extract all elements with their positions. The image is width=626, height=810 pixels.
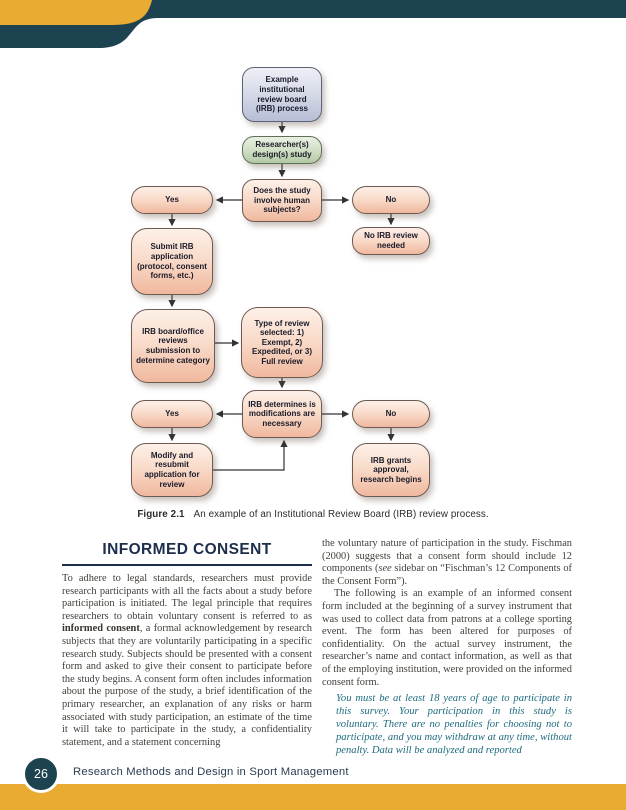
flow-node-no-review-needed: No IRB review needed <box>352 227 430 255</box>
left-column <box>62 541 312 749</box>
flow-node-submit-application: Submit IRB application (protocol, consent forms, etc.) <box>131 228 213 295</box>
see-reference: see <box>378 563 392 575</box>
page-number: 26 <box>34 767 48 781</box>
flow-node-design-study: Researcher(s) design(s) study <box>242 136 322 164</box>
bottom-gold-bar <box>0 784 626 810</box>
page-number-badge <box>22 755 60 793</box>
flow-node-type-of-review: Type of review selected: 1) Exempt, 2) Expedited, or 3) Full review <box>241 307 323 378</box>
right-column <box>322 538 572 757</box>
left-paragraph <box>62 573 312 749</box>
right-paragraph-1-end: sidebar on “Fischman’s 12 Components of the Consent Form”). <box>322 563 572 587</box>
right-paragraph-1 <box>322 538 572 588</box>
figure-caption-text: An example of an Institutional Review Board (IRB) review process. <box>193 509 489 520</box>
left-paragraph-start: To adhere to legal standards, researchers must provide research participants with all the facts about a study before participation is initiated. The legal principle that requires researchers to obtain voluntary consent is referred to as <box>62 573 312 622</box>
flow-node-determines-modifications: IRB determines is modifications are necessary <box>242 390 322 438</box>
right-paragraph-1-start: the voluntary nature of participation in the study. Fischman (2000) suggests that a consent form should include 12 components ( <box>322 538 572 575</box>
figure-caption <box>0 509 626 520</box>
flow-node-no-top: No <box>352 186 430 214</box>
flow-node-board-reviews: IRB board/office reviews submission to determine category <box>131 309 215 383</box>
heading-rule <box>62 564 312 566</box>
flow-node-start: Example institutional review board (IRB) process <box>242 67 322 122</box>
consent-form-quote: You must be at least 18 years of age to participate in this survey. Your participation in this study is voluntary. There are no penalties for choosing not to participate, and you may withdraw at any time, without penalty. Data will be analyzed and reported <box>336 693 572 757</box>
informed-consent-term: informed consent <box>62 623 140 635</box>
flow-node-human-subjects: Does the study involve human subjects? <box>242 179 322 222</box>
section-heading: INFORMED CONSENT <box>102 541 272 558</box>
figure-caption-label: Figure 2.1 <box>137 509 185 520</box>
flow-node-yes-bottom: Yes <box>131 400 213 428</box>
flow-node-grants-approval: IRB grants approval, research begins <box>352 443 430 497</box>
flow-node-no-bottom: No <box>352 400 430 428</box>
flow-node-modify-resubmit: Modify and resubmit application for review <box>131 443 213 497</box>
right-paragraph-2: The following is an example of an informed consent form included at the beginning of a survey instrument that was used to collect data from patrons at a college sporting event. The form has been altered for purposes of confidentiality. On the actual survey instrument, the researcher’s name and contact information, as well as that of the employing institution, were provided on the informed consent form. <box>322 588 572 688</box>
book-title: Research Methods and Design in Sport Management <box>73 766 349 778</box>
left-paragraph-end: , a formal acknowledgement by research subjects that they are voluntarily participating in a specific research study. Subjects should be presented with a consent form and asked to give their consent to participate before the study begins. A consent form often includes information about the purpose of the study, a brief identification of the primary researcher, an explanation of any risks or harm associated with study participation, an estimate of the time it will take to participate in the study, a confidentiality statement, and a statement concerning <box>62 623 313 748</box>
flow-node-yes-top: Yes <box>131 186 213 214</box>
